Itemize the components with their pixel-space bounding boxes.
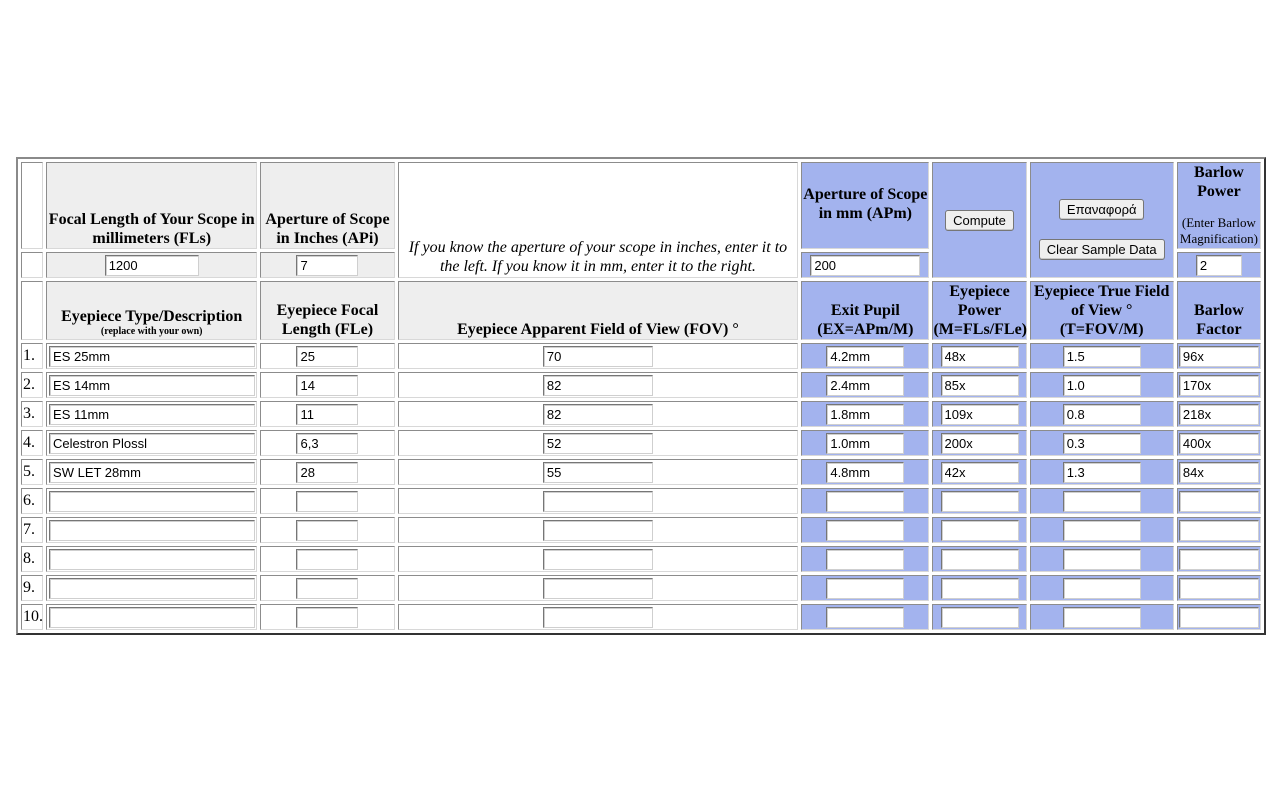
- exit-pupil-cell: [801, 372, 929, 398]
- fov-cell: [398, 430, 799, 456]
- eyepiece-power-output[interactable]: [941, 491, 1019, 512]
- eyepiece-type-input[interactable]: [49, 578, 255, 599]
- apparent-fov-input[interactable]: [543, 404, 653, 425]
- exit-pupil-cell: [801, 604, 929, 630]
- reset-clear-cell: [1030, 162, 1174, 278]
- aperture-in-header: Aperture of Scope in Inches (APi): [260, 162, 394, 249]
- barlow-factor-cell: [1177, 488, 1261, 514]
- exit-pupil-output[interactable]: [826, 404, 904, 425]
- true-fov-cell: [1030, 575, 1174, 601]
- exit-pupil-output[interactable]: [826, 491, 904, 512]
- type-cell: [46, 575, 257, 601]
- true-fov-cell: [1030, 401, 1174, 427]
- true-fov-cell: [1030, 517, 1174, 543]
- barlow-factor-cell: [1177, 546, 1261, 572]
- barlow-factor-output[interactable]: [1179, 520, 1259, 541]
- fov-cell: [398, 372, 799, 398]
- exit-pupil-cell: [801, 401, 929, 427]
- type-cell: [46, 546, 257, 572]
- true-fov-cell: [1030, 546, 1174, 572]
- power-cell: [932, 430, 1026, 456]
- type-header-label: Eyepiece Type/Description: [61, 308, 243, 325]
- eyepiece-type-input[interactable]: [49, 520, 255, 541]
- fle-cell: [260, 343, 394, 369]
- eyepiece-power-output[interactable]: [941, 578, 1019, 599]
- aperture-mm-header: Aperture of Scope in mm (APm): [801, 162, 929, 249]
- fov-cell: [398, 575, 799, 601]
- barlow-power-title: Barlow Power: [1194, 164, 1244, 200]
- fle-cell: [260, 430, 394, 456]
- fov-header: Eyepiece Apparent Field of View (FOV) °: [398, 281, 799, 340]
- fov-cell: [398, 401, 799, 427]
- reset-button[interactable]: Επαναφορά: [1059, 199, 1145, 220]
- type-cell: [46, 401, 257, 427]
- focal-length-input[interactable]: [296, 549, 358, 570]
- barlow-factor-cell: [1177, 459, 1261, 485]
- compute-cell: [932, 162, 1026, 278]
- type-header: [46, 281, 257, 340]
- focal-length-input[interactable]: [296, 578, 358, 599]
- table-row: [21, 604, 1261, 630]
- row-number: 4.: [21, 430, 43, 456]
- barlow-factor-cell: [1177, 372, 1261, 398]
- barlow-factor-header: Barlow Factor: [1177, 281, 1261, 340]
- barlow-factor-output[interactable]: [1179, 433, 1259, 454]
- exit-pupil-output[interactable]: [826, 346, 904, 367]
- row-number: 2.: [21, 372, 43, 398]
- barlow-factor-cell: [1177, 575, 1261, 601]
- focal-length-input[interactable]: [296, 491, 358, 512]
- row-number: 5.: [21, 459, 43, 485]
- barlow-power-cell: [1177, 252, 1261, 278]
- focal-length-input[interactable]: [296, 375, 358, 396]
- row-number: 3.: [21, 401, 43, 427]
- exit-pupil-output[interactable]: [826, 375, 904, 396]
- row-number: 9.: [21, 575, 43, 601]
- true-fov-output[interactable]: [1063, 433, 1141, 454]
- fle-cell: [260, 459, 394, 485]
- barlow-factor-cell: [1177, 604, 1261, 630]
- fle-cell: [260, 517, 394, 543]
- power-cell: [932, 575, 1026, 601]
- fle-cell: [260, 488, 394, 514]
- type-cell: [46, 604, 257, 630]
- exit-pupil-output[interactable]: [826, 549, 904, 570]
- power-cell: [932, 488, 1026, 514]
- barlow-power-header: [1177, 162, 1261, 249]
- exit-pupil-cell: [801, 459, 929, 485]
- fle-cell: [260, 575, 394, 601]
- true-fov-cell: [1030, 459, 1174, 485]
- eyepiece-power-output[interactable]: [941, 549, 1019, 570]
- fle-cell: [260, 401, 394, 427]
- focal-length-input[interactable]: [296, 433, 358, 454]
- type-cell: [46, 459, 257, 485]
- corner-cell-3: [21, 281, 43, 340]
- fov-cell: [398, 604, 799, 630]
- focal-length-input[interactable]: [296, 520, 358, 541]
- true-fov-header: Eyepiece True Field of View ° (T=FOV/M): [1030, 281, 1174, 340]
- fle-cell: [260, 546, 394, 572]
- exit-pupil-cell: [801, 575, 929, 601]
- clear-sample-data-button[interactable]: Clear Sample Data: [1039, 239, 1165, 260]
- exit-pupil-cell: [801, 430, 929, 456]
- row-number: 8.: [21, 546, 43, 572]
- table-row: [21, 517, 1261, 543]
- exit-pupil-output[interactable]: [826, 607, 904, 628]
- barlow-power-input[interactable]: [1196, 255, 1242, 276]
- fov-cell: [398, 488, 799, 514]
- true-fov-output[interactable]: [1063, 375, 1141, 396]
- power-cell: [932, 546, 1026, 572]
- exit-pupil-cell: [801, 343, 929, 369]
- apparent-fov-input[interactable]: [543, 462, 653, 483]
- barlow-factor-output[interactable]: [1179, 549, 1259, 570]
- fov-cell: [398, 459, 799, 485]
- true-fov-output[interactable]: [1063, 462, 1141, 483]
- fov-cell: [398, 517, 799, 543]
- power-cell: [932, 372, 1026, 398]
- table-row: [21, 546, 1261, 572]
- type-cell: [46, 343, 257, 369]
- exit-pupil-cell: [801, 546, 929, 572]
- aperture-mm-input[interactable]: [810, 255, 920, 276]
- focal-length-input[interactable]: [296, 404, 358, 425]
- eyepiece-power-output[interactable]: [941, 520, 1019, 541]
- row-number: 10.: [21, 604, 43, 630]
- barlow-factor-cell: [1177, 343, 1261, 369]
- exit-pupil-output[interactable]: [826, 520, 904, 541]
- barlow-factor-output[interactable]: [1179, 462, 1259, 483]
- table-row: [21, 430, 1261, 456]
- power-cell: [932, 604, 1026, 630]
- eyepiece-power-header: Eyepiece Power (M=FLs/FLe): [933, 283, 1027, 338]
- row-number: 7.: [21, 517, 43, 543]
- type-cell: [46, 517, 257, 543]
- apparent-fov-input[interactable]: [543, 346, 653, 367]
- barlow-factor-output[interactable]: [1179, 404, 1259, 425]
- focal-length-header: Focal Length of Your Scope in millimeters (FLs): [46, 162, 257, 249]
- type-cell: [46, 488, 257, 514]
- eyepiece-power-output[interactable]: [941, 404, 1019, 425]
- eyepiece-type-input[interactable]: [49, 375, 255, 396]
- exit-pupil-output[interactable]: [826, 462, 904, 483]
- eyepiece-type-input[interactable]: [49, 607, 255, 628]
- exit-pupil-output[interactable]: [826, 433, 904, 454]
- true-fov-cell: [1030, 343, 1174, 369]
- true-fov-cell: [1030, 372, 1174, 398]
- barlow-factor-cell: [1177, 401, 1261, 427]
- apparent-fov-input[interactable]: [543, 549, 653, 570]
- fov-cell: [398, 343, 799, 369]
- power-cell: [932, 343, 1026, 369]
- fle-header: Eyepiece Focal Length (FLe): [260, 281, 394, 340]
- row-number: 6.: [21, 488, 43, 514]
- row-number: 1.: [21, 343, 43, 369]
- corner-cell: [21, 162, 43, 249]
- focal-length-input[interactable]: [296, 607, 358, 628]
- focal-length-cell: [46, 252, 257, 278]
- fle-cell: [260, 604, 394, 630]
- type-header-note: (replace with your own): [100, 326, 203, 337]
- table-row: [21, 401, 1261, 427]
- focal-length-input[interactable]: [105, 255, 199, 276]
- apparent-fov-input[interactable]: [543, 375, 653, 396]
- aperture-in-input[interactable]: [296, 255, 358, 276]
- true-fov-output[interactable]: [1063, 346, 1141, 367]
- true-fov-output[interactable]: [1063, 520, 1141, 541]
- table-row: [21, 343, 1261, 369]
- true-fov-output[interactable]: [1063, 404, 1141, 425]
- table-row: [21, 459, 1261, 485]
- exit-pupil-cell: [801, 517, 929, 543]
- eyepiece-power-output[interactable]: [941, 607, 1019, 628]
- focal-length-input[interactable]: [296, 346, 358, 367]
- barlow-factor-output[interactable]: [1179, 346, 1259, 367]
- true-fov-output[interactable]: [1063, 549, 1141, 570]
- fov-cell: [398, 546, 799, 572]
- apparent-fov-input[interactable]: [543, 607, 653, 628]
- aperture-mm-cell: [801, 252, 929, 278]
- eyepiece-type-input[interactable]: [49, 404, 255, 425]
- barlow-factor-output[interactable]: [1179, 607, 1259, 628]
- barlow-factor-output[interactable]: [1179, 491, 1259, 512]
- barlow-factor-cell: [1177, 517, 1261, 543]
- true-fov-cell: [1030, 488, 1174, 514]
- fle-cell: [260, 372, 394, 398]
- aperture-note: If you know the aperture of your scope in inches, enter it to the left. If you know it in mm, enter it to the right.: [398, 162, 799, 278]
- power-cell: [932, 401, 1026, 427]
- exit-pupil-header: Exit Pupil (EX=APm/M): [801, 281, 929, 340]
- apparent-fov-input[interactable]: [543, 433, 653, 454]
- apparent-fov-input[interactable]: [543, 578, 653, 599]
- type-cell: [46, 372, 257, 398]
- table-row: [21, 575, 1261, 601]
- type-cell: [46, 430, 257, 456]
- exit-pupil-cell: [801, 488, 929, 514]
- focal-length-input[interactable]: [296, 462, 358, 483]
- eyepiece-power-output[interactable]: [941, 375, 1019, 396]
- barlow-factor-cell: [1177, 430, 1261, 456]
- compute-button[interactable]: Compute: [945, 210, 1014, 231]
- exit-pupil-output[interactable]: [826, 578, 904, 599]
- aperture-in-cell: [260, 252, 394, 278]
- eyepiece-type-input[interactable]: [49, 346, 255, 367]
- apparent-fov-input[interactable]: [543, 520, 653, 541]
- corner-cell-2: [21, 252, 43, 278]
- barlow-power-note: (Enter Barlow Magnification): [1179, 215, 1258, 246]
- barlow-factor-output[interactable]: [1179, 578, 1259, 599]
- table-row: [21, 372, 1261, 398]
- power-cell: [932, 517, 1026, 543]
- true-fov-cell: [1030, 604, 1174, 630]
- true-fov-output[interactable]: [1063, 578, 1141, 599]
- true-fov-output[interactable]: [1063, 491, 1141, 512]
- eyepiece-type-input[interactable]: [49, 433, 255, 454]
- barlow-factor-output[interactable]: [1179, 375, 1259, 396]
- eyepiece-type-input[interactable]: [49, 462, 255, 483]
- true-fov-cell: [1030, 430, 1174, 456]
- eyepiece-calculator-table: [16, 157, 1266, 635]
- eyepiece-power-output[interactable]: [941, 346, 1019, 367]
- eyepiece-power-output[interactable]: [941, 433, 1019, 454]
- table-row: [21, 488, 1261, 514]
- apparent-fov-input[interactable]: [543, 491, 653, 512]
- eyepiece-power-output[interactable]: [941, 462, 1019, 483]
- eyepiece-type-input[interactable]: [49, 549, 255, 570]
- power-cell: [932, 459, 1026, 485]
- true-fov-output[interactable]: [1063, 607, 1141, 628]
- eyepiece-type-input[interactable]: [49, 491, 255, 512]
